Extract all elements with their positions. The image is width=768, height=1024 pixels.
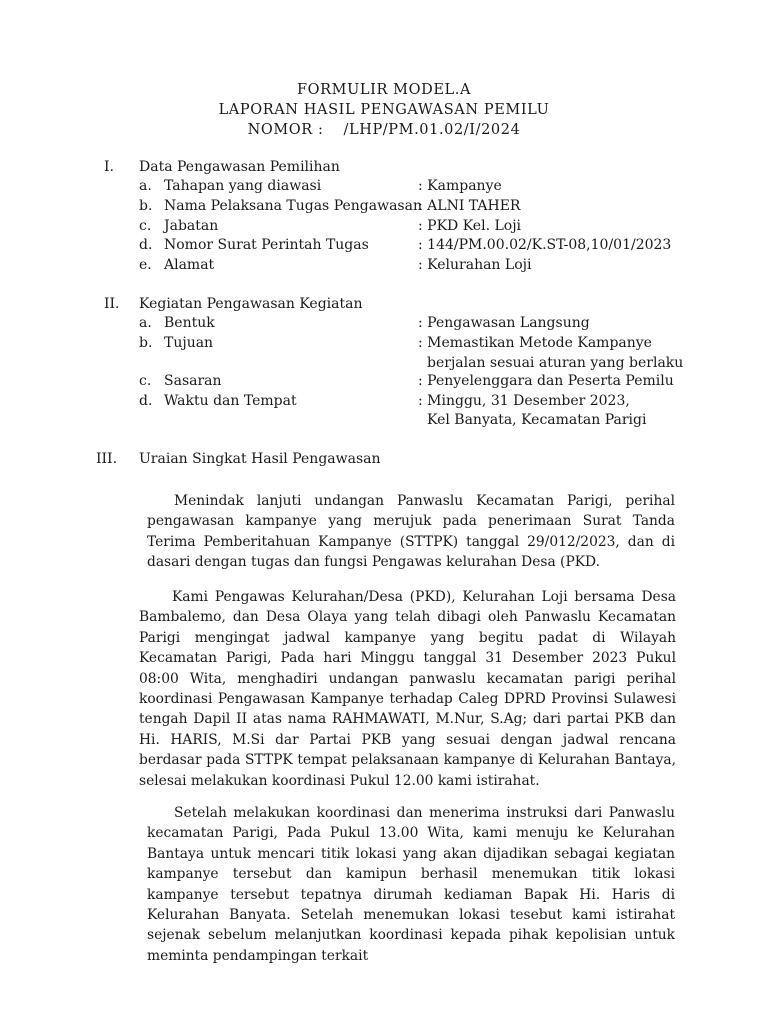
section-1-item: [0, 178, 768, 198]
item-value: : Pengawasan Langsung: [418, 315, 590, 331]
item-label: Nama Pelaksana Tugas Pengawasan: [164, 198, 422, 214]
item-value: : ALNI TAHER: [418, 198, 521, 214]
item-letter: c.: [139, 373, 152, 389]
section-1-title: Data Pengawasan Pemilihan: [139, 159, 340, 175]
item-value: : Penyelenggara dan Peserta Pemilu: [418, 373, 674, 389]
item-letter: c.: [139, 218, 152, 234]
section-2-item: [0, 393, 768, 413]
item-label: Bentuk: [164, 315, 215, 331]
item-label: Sasaran: [164, 373, 222, 389]
paragraph: Menindak lanjuti undangan Panwaslu Kecamatan Parigi, perihal pengawasan kampanye yang merujuk pada penerimaan Surat Tanda Terima Pemberitahuan Kampanye (STTPK) tanggal 29/012/2023, dan di dasari dengan tugas dan fungsi Pengawas kelurahan Desa (PKD.: [147, 493, 675, 571]
item-value: : Kelurahan Loji: [418, 257, 532, 273]
item-value: : 144/PM.00.02/K.ST-08,10/01/2023: [418, 237, 672, 253]
nomor-label: NOMOR :: [247, 122, 324, 138]
item-letter: e.: [139, 257, 152, 273]
item-letter: a.: [139, 178, 152, 194]
item-value: : Memastikan Metode Kampanye: [418, 335, 652, 351]
item-label: Tujuan: [164, 335, 214, 351]
item-label: Alamat: [164, 257, 215, 273]
section-1-item: [0, 218, 768, 238]
item-letter: a.: [139, 315, 152, 331]
item-label: Tahapan yang diawasi: [164, 178, 322, 194]
item-value: : Minggu, 31 Desember 2023,: [418, 393, 630, 409]
paragraph: Setelah melakukan koordinasi dan menerima instruksi dari Panwaslu kecamatan Parigi, Pada Pukul 13.00 Wita, kami menuju ke Kelurahan Bantaya untuk mencari titik lokasi yang akan dijadikan sebagai kegiatan kampanye tersebut dan kamipun berhasil menemukan titik lokasi kampanye tersebut tepatnya dirumah kediaman Bapak Hi. Haris di Kelurahan Banyata. Setelah menemukan lokasi tesebut kami istirahat sejenak sebelum melanjutkan koordinasi kepada pihak kepolisian untuk meminta pendampingan terkait: [147, 805, 675, 964]
paragraph: Kami Pengawas Kelurahan/Desa (PKD), Kelurahan Loji bersama Desa Bambalemo, dan Desa Olaya yang telah dibagi oleh Panwaslu Kecamatan Parigi mengingat jadwal kampanye yang begitu padat di Wilayah Kecamatan Parigi, Pada hari Minggu tanggal 31 Desember 2023 Pukul 08:00 Wita, menghadiri undangan panwaslu kecamatan parigi perihal koordinasi Pengawasan Kampanye terhadap Caleg DPRD Provinsi Sulawesi tengah Dapil II atas nama RAHMAWATI, M.Nur, S.Ag; dari partai PKB dan Hi. HARIS, M.Si dar Partai PKB yang sesuai dengan jadwal rencana berdasar pada STTPK tempat pelaksanaan kampanye di Kelurahan Bantaya, selesai melakukan koordinasi Pukul 12.00 kami istirahat.: [139, 589, 676, 789]
item-label: Nomor Surat Perintah Tugas: [164, 237, 369, 253]
section-2-item: [0, 373, 768, 393]
nomor-value: /LHP/PM.01.02/I/2024: [343, 122, 521, 138]
report-number: [0, 122, 768, 138]
section-3-number: III.: [96, 451, 118, 467]
item-letter: d.: [139, 393, 153, 409]
item-value-continuation: Kel Banyata, Kecamatan Parigi: [427, 412, 647, 428]
item-letter: b.: [139, 335, 153, 351]
item-letter: b.: [139, 198, 153, 214]
form-title: FORMULIR MODEL.A: [296, 82, 472, 98]
item-value: : PKD Kel. Loji: [418, 218, 522, 234]
section-1-item: [0, 237, 768, 257]
section-2-item: [0, 335, 768, 355]
section-2-title: Kegiatan Pengawasan Kegiatan: [139, 296, 363, 312]
item-value: : Kampanye: [418, 178, 502, 194]
section-3-title: Uraian Singkat Hasil Pengawasan: [139, 451, 381, 467]
item-label: Jabatan: [164, 218, 219, 234]
section-2-item: [0, 315, 768, 335]
section-1-item: [0, 257, 768, 277]
section-1-item: [0, 198, 768, 218]
report-title: LAPORAN HASIL PENGAWASAN PEMILU: [218, 102, 550, 118]
item-label: Waktu dan Tempat: [164, 393, 297, 409]
section-2-number: II.: [104, 296, 120, 312]
item-value-continuation: berjalan sesuai aturan yang berlaku: [427, 355, 684, 371]
item-letter: d.: [139, 237, 153, 253]
section-1-number: I.: [104, 159, 114, 175]
